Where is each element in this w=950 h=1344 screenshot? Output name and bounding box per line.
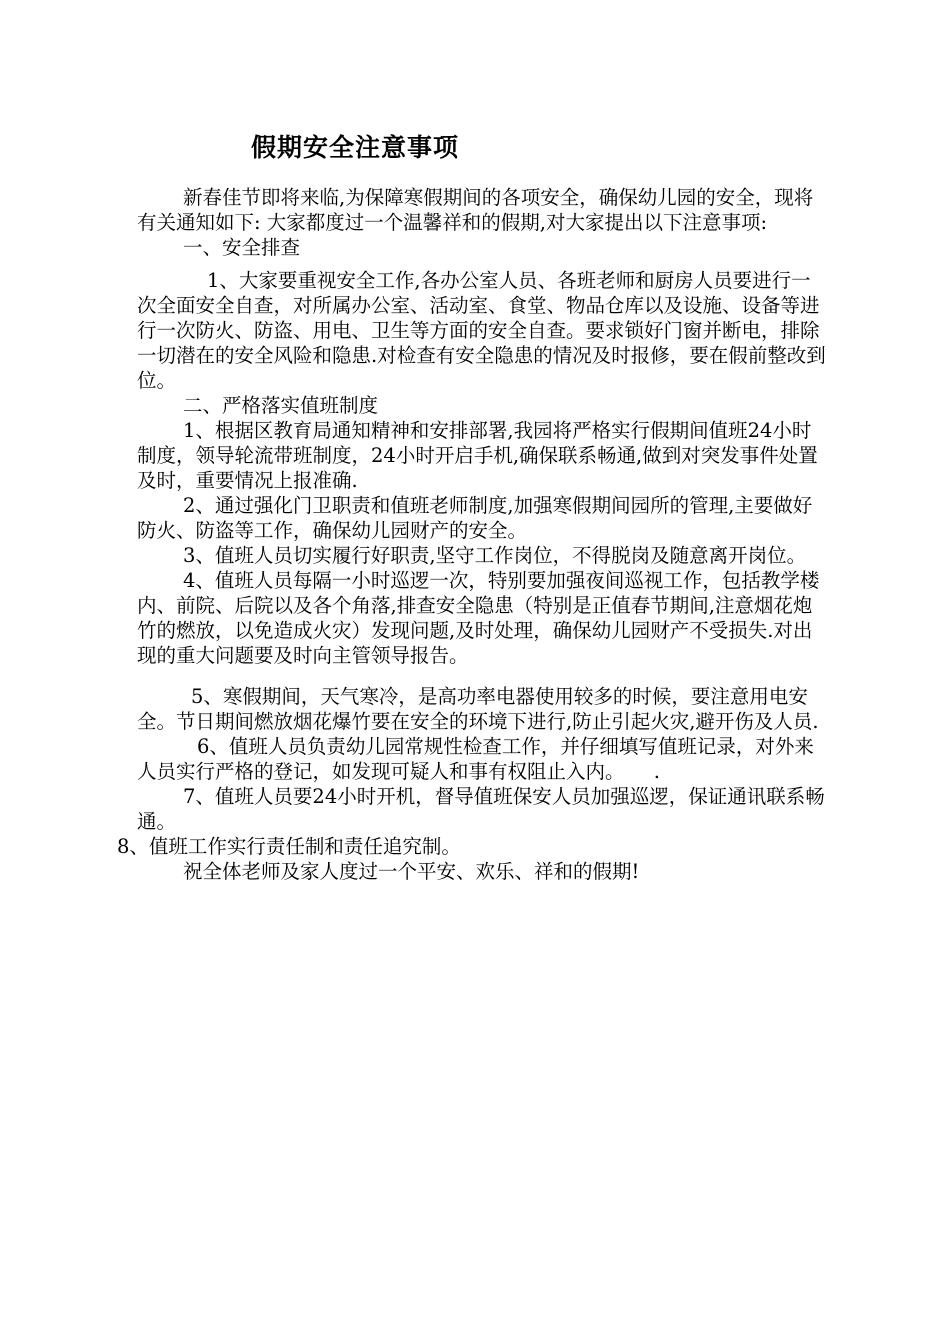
section-heading-safety-check: 一、安全排查: [183, 236, 301, 259]
paragraph-duty-1: 1、根据区教育局通知精神和安排部署,我园将严格实行假期间值班24小时制度，领导轮流带班制度，24小时开启手机,确保联系畅通,做到对突发事件处置及时，重要情况上报准确.: [137, 419, 818, 492]
paragraph-duty-5: 5、寒假期间，天气寒冷，是高功率电器使用较多的时候，要注意用电安全。节日期间燃放烟花爆竹要在安全的环境下进行,防止引起火灾,避开伤及人员.: [137, 685, 819, 733]
section-heading-duty-system: 二、严格落实值班制度: [183, 394, 379, 417]
paragraph-duty-6: 6、值班人员负责幼儿园常规性检查工作，并仔细填写值班记录，对外来人员实行严格的登记，如发现可疑人和事有权阻止入内。 .: [137, 735, 814, 783]
paragraph-duty-3: 3、值班人员切实履行好职责,坚守工作岗位，不得脱岗及随意离开岗位。: [183, 544, 807, 567]
paragraph-duty-7: 7、值班人员要24小时开机，督导值班保安人员加强巡逻，保证通讯联系畅通。: [137, 785, 825, 833]
paragraph-duty-2: 2、通过强化门卫职责和值班老师制度,加强寒假期间园所的管理,主要做好防火、防盗等工作，确保幼儿园财产的安全。: [137, 494, 813, 542]
paragraph-duty-8: 8、值班工作实行责任制和责任追究制。: [117, 835, 461, 858]
closing-wish: 祝全体老师及家人度过一个平安、欢乐、祥和的假期!: [183, 860, 640, 883]
intro-paragraph: 新春佳节即将来临,为保障寒假期间的各项安全，确保幼儿园的安全，现将有关通知如下: 大家都度过一个温馨祥和的假期,对大家提出以下注意事项:: [137, 186, 814, 234]
paragraph-safety-check-1: 1、大家要重视安全工作,各办公室人员、各班老师和厨房人员要进行一次全面安全自查，对所属办公室、活动室、食堂、物品仓库以及设施、设备等进行一次防火、防盗、用电、卫生等方面的安全自查。要求锁好门窗并断电，排除一切潜在的安全风险和隐患.对检查有安全隐患的情况及时报修，要在假前整改到位。: [137, 269, 826, 392]
document-body: [117, 185, 827, 884]
paragraph-duty-4: 4、值班人员每隔一小时巡逻一次，特别要加强夜间巡视工作，包括教学楼内、前院、后院以及各个角落,排查安全隐患（特别是正值春节期间,注意烟花炮竹的燃放，以免造成火灾）发现问题,及时处理，确保幼儿园财产不受损失.对出现的重大问题要及时向主管领导报告。: [137, 569, 820, 667]
document-title: 假期安全注意事项: [251, 133, 460, 162]
